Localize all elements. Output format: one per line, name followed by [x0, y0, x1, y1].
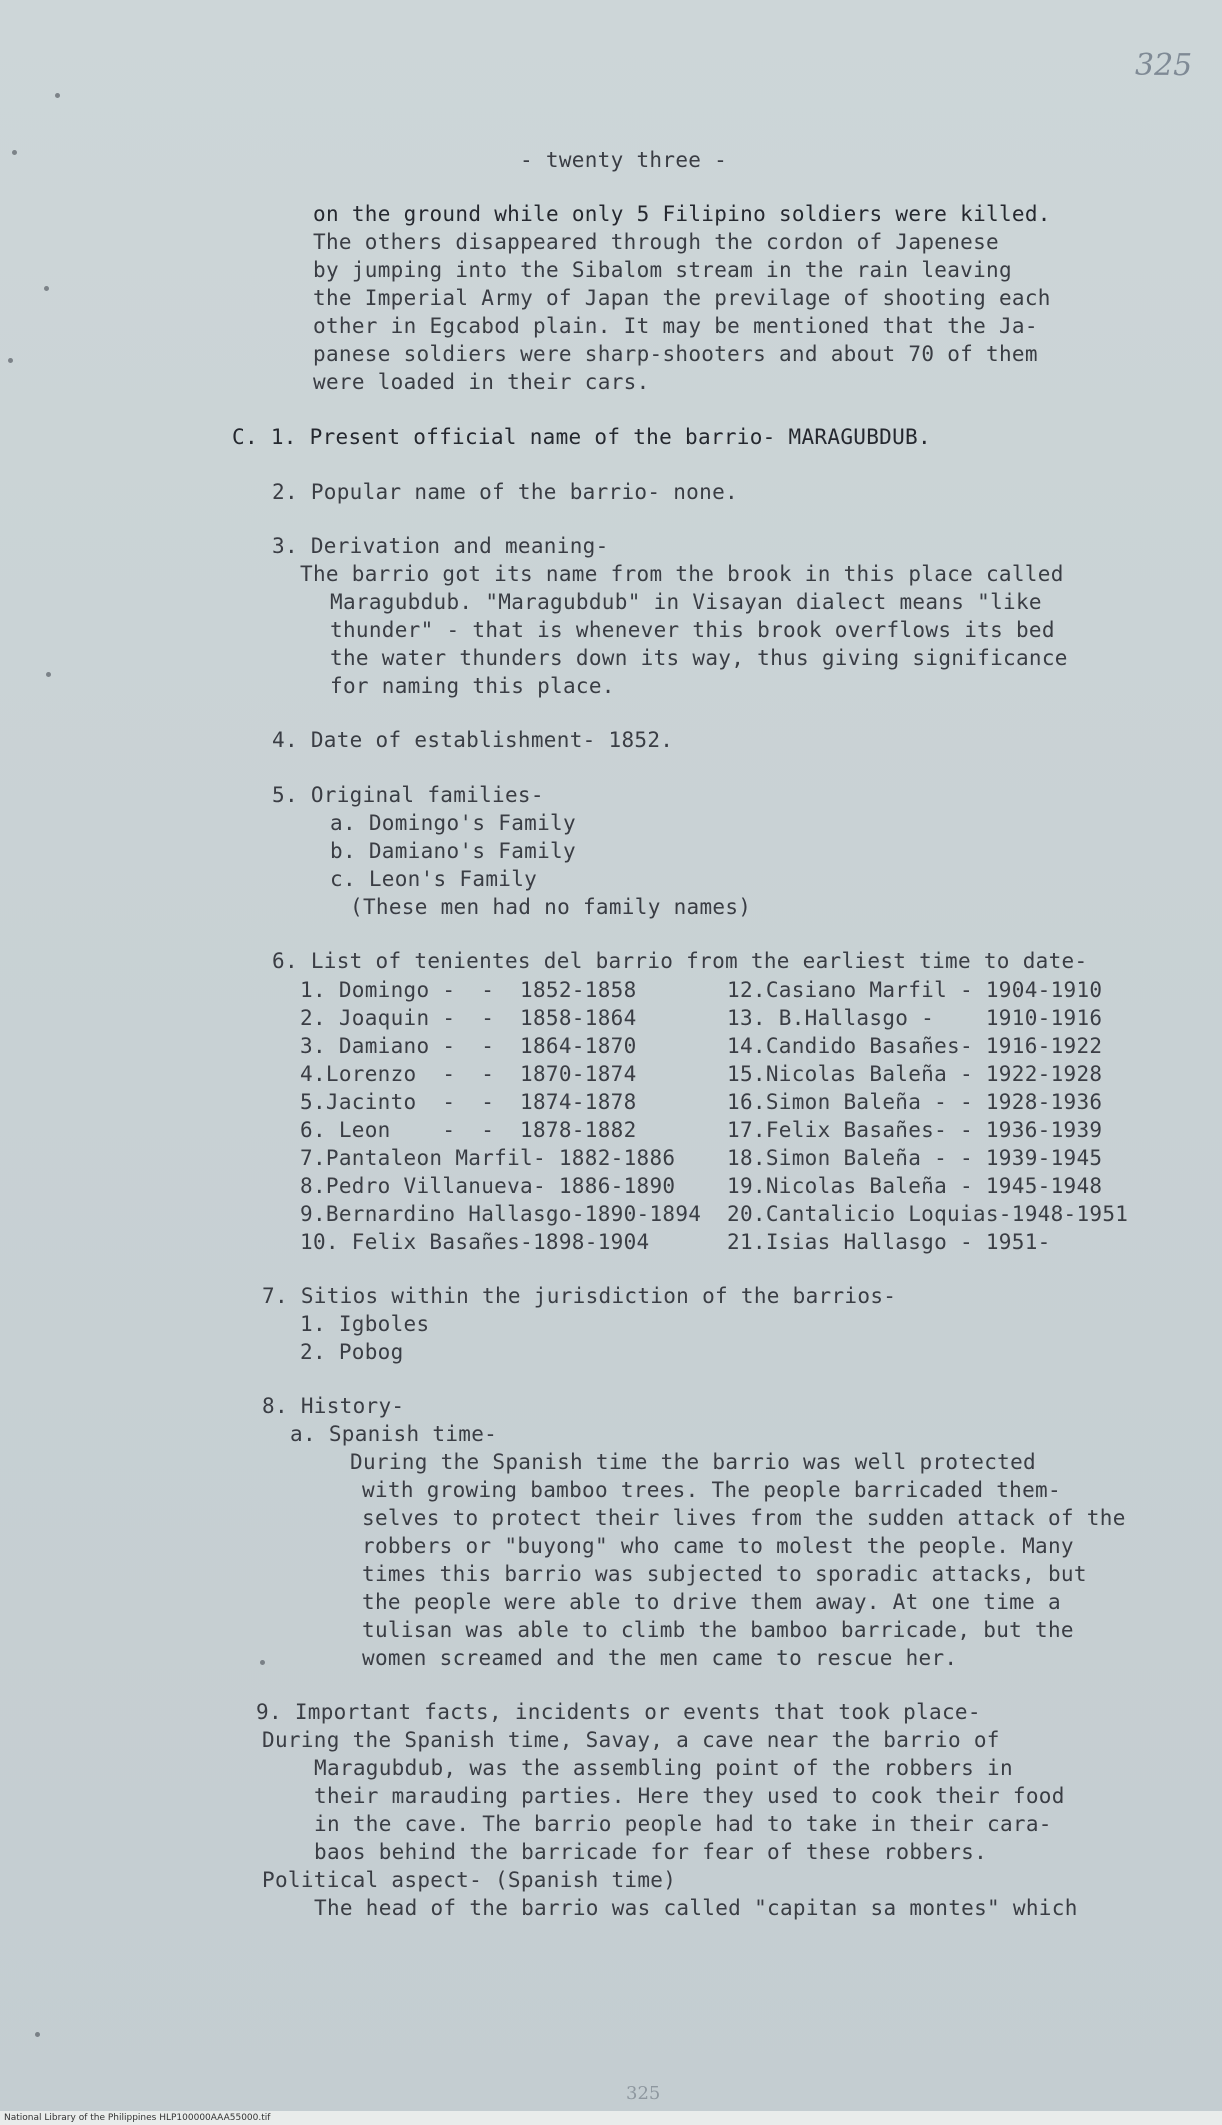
item-4-establishment: 4. Date of establishment- 1852.	[272, 728, 674, 752]
punch-hole-mark	[12, 150, 17, 155]
handwritten-page-mark: 325	[1135, 48, 1193, 83]
item-7-title: 7. Sitios within the jurisdiction of the barrios-	[262, 1284, 897, 1308]
text-line: the Imperial Army of Japan the previlage of shooting each	[313, 286, 1051, 310]
text-line: by jumping into the Sibalom stream in the rain leaving	[313, 258, 1012, 282]
teniente-entry: 9.Bernardino Hallasgo-1890-1894	[300, 1202, 702, 1226]
text-line: selves to protect their lives from the sudden attack of the	[362, 1506, 1126, 1530]
teniente-entry: 12.Casiano Marfil - 1904-1910	[727, 978, 1103, 1002]
text-line: tulisan was able to climb the bamboo barricade, but the	[362, 1618, 1074, 1642]
teniente-entry: 17.Felix Basañes- - 1936-1939	[727, 1118, 1103, 1142]
teniente-entry: 14.Candido Basañes- 1916-1922	[727, 1034, 1103, 1058]
teniente-entry: 2. Joaquin - - 1858-1864	[300, 1006, 637, 1030]
punch-hole-mark	[55, 93, 60, 98]
item-1-official-name: C. 1. Present official name of the barrio- MARAGUBDUB.	[232, 425, 931, 449]
family-note: (These men had no family names)	[350, 895, 752, 919]
footer-page-number: 325	[626, 2083, 661, 2104]
teniente-entry: 6. Leon - - 1878-1882	[300, 1118, 637, 1142]
teniente-entry: 20.Cantalicio Loquias-1948-1951	[727, 1202, 1129, 1226]
archive-credit-bar	[0, 2111, 1222, 2125]
text-line: panese soldiers were sharp-shooters and about 70 of them	[313, 342, 1038, 366]
text-line: baos behind the barricade for fear of these robbers.	[314, 1840, 988, 1864]
punch-hole-mark	[8, 358, 13, 363]
text-line: thunder" - that is whenever this brook overflows its bed	[330, 618, 1055, 642]
text-line: were loaded in their cars.	[313, 370, 650, 394]
text-line: the water thunders down its way, thus giving significance	[330, 646, 1068, 670]
text-line: robbers or "buyong" who came to molest the people. Many	[362, 1534, 1074, 1558]
teniente-entry: 8.Pedro Villanueva- 1886-1890	[300, 1174, 676, 1198]
punch-hole-mark	[260, 1660, 265, 1665]
text-line: The head of the barrio was called "capitan sa montes" which	[314, 1896, 1078, 1920]
archive-credit-text: National Library of the Philippines HLP100000AAA55000.tif	[4, 2113, 271, 2123]
teniente-entry: 19.Nicolas Baleña - 1945-1948	[727, 1174, 1103, 1198]
text-line: During the Spanish time, Savay, a cave near the barrio of	[262, 1728, 1000, 1752]
teniente-entry: 3. Damiano - - 1864-1870	[300, 1034, 637, 1058]
text-line: other in Egcabod plain. It may be mentioned that the Ja-	[313, 314, 1038, 338]
teniente-entry: 4.Lorenzo - - 1870-1874	[300, 1062, 637, 1086]
text-line: their marauding parties. Here they used to cook their food	[314, 1784, 1065, 1808]
text-line: Maragubdub, was the assembling point of the robbers in	[314, 1756, 1013, 1780]
sitio-item: 1. Igboles	[300, 1312, 430, 1336]
text-line: The barrio got its name from the brook in this place called	[300, 562, 1064, 586]
item-5-title: 5. Original families-	[272, 783, 544, 807]
teniente-entry: 21.Isias Hallasgo - 1951-	[727, 1230, 1051, 1254]
sitio-item: 2. Pobog	[300, 1340, 404, 1364]
punch-hole-mark	[35, 2032, 40, 2037]
text-line: times this barrio was subjected to sporadic attacks, but	[362, 1562, 1087, 1586]
teniente-entry: 18.Simon Baleña - - 1939-1945	[727, 1146, 1103, 1170]
text-line: Maragubdub. "Maragubdub" in Visayan dialect means "like	[330, 590, 1042, 614]
punch-hole-mark	[46, 672, 51, 677]
text-line: in the cave. The barrio people had to take in their cara-	[314, 1812, 1052, 1836]
teniente-entry: 7.Pantaleon Marfil- 1882-1886	[300, 1146, 676, 1170]
teniente-entry: 15.Nicolas Baleña - 1922-1928	[727, 1062, 1103, 1086]
teniente-entry: 5.Jacinto - - 1874-1878	[300, 1090, 637, 1114]
political-aspect-title: Political aspect- (Spanish time)	[262, 1868, 677, 1892]
item-3-title: 3. Derivation and meaning-	[272, 534, 609, 558]
text-line: on the ground while only 5 Filipino soldiers were killed.	[313, 202, 1051, 226]
teniente-entry: 1. Domingo - - 1852-1858	[300, 978, 637, 1002]
item-6-title: 6. List of tenientes del barrio from the earliest time to date-	[272, 949, 1088, 973]
family-item: b. Damiano's Family	[330, 839, 576, 863]
text-line: During the Spanish time the barrio was well protected	[350, 1450, 1036, 1474]
item-9-title: 9. Important facts, incidents or events that took place-	[256, 1700, 981, 1724]
text-line: The others disappeared through the cordon of Japenese	[313, 230, 999, 254]
text-line: with growing bamboo trees. The people barricaded them-	[362, 1478, 1061, 1502]
family-item: c. Leon's Family	[330, 867, 538, 891]
item-2-popular-name: 2. Popular name of the barrio- none.	[272, 480, 738, 504]
page-header: - twenty three -	[520, 148, 728, 172]
text-line: women screamed and the men came to rescue her.	[362, 1646, 958, 1670]
text-line: for naming this place.	[330, 674, 615, 698]
punch-hole-mark	[44, 286, 49, 291]
text-line: the people were able to drive them away. At one time a	[362, 1590, 1061, 1614]
teniente-entry: 13. B.Hallasgo - 1910-1916	[727, 1006, 1103, 1030]
teniente-entry: 16.Simon Baleña - - 1928-1936	[727, 1090, 1103, 1114]
item-8-subtitle: a. Spanish time-	[290, 1422, 498, 1446]
family-item: a. Domingo's Family	[330, 811, 576, 835]
teniente-entry: 10. Felix Basañes-1898-1904	[300, 1230, 650, 1254]
item-8-title: 8. History-	[262, 1394, 405, 1418]
